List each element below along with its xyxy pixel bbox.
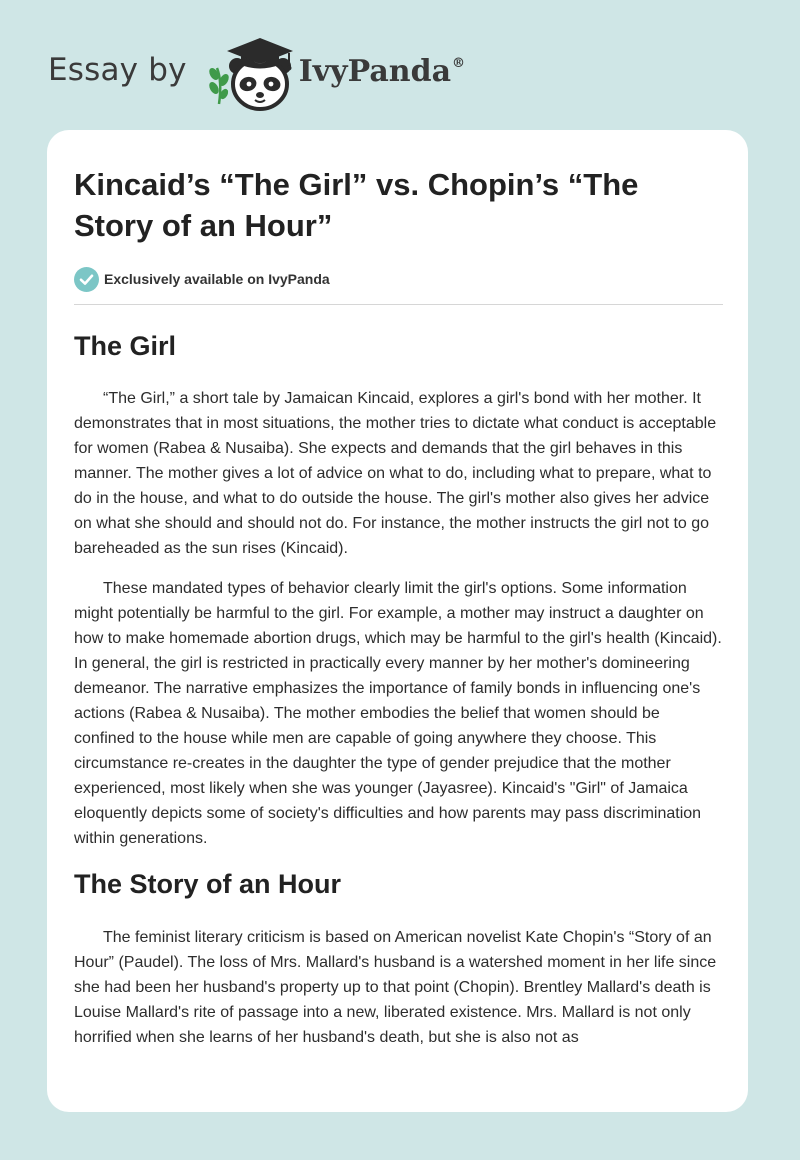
paragraph: “The Girl,” a short tale by Jamaican Kincaid, explores a girl's bond with her mother. It demonstrates that in most situations, the mother tries to dictate what conduct is acceptable for women (Rabea & Nusaiba). She expects and demands that the girl behaves in this manner. The mother gives a lot of advice on what to do, including what to prepare, what to do in the house, and what to do outside the house. The girl's mother also gives her advice on what she should and should not do. For instance, the mother instructs the girl not to go bareheaded as the sun rises (Kincaid).: [74, 390, 717, 557]
essay-by-label: Essay by: [48, 52, 187, 88]
exclusive-badge: [74, 266, 721, 292]
paragraph: The feminist literary criticism is based on American novelist Kate Chopin's “Story of an Hour” (Paudel). The loss of Mrs. Mallard's husband is a watershed moment in her life since she had been her husband's property up to that point (Chopin). Brentley Mallard's death is Louise Mallard's rite of passage into a new, liberated existence. Mrs. Mallard is not only horrified when she learns of her husband's death, but she is also not as: [74, 929, 717, 1046]
essay-card: [47, 130, 748, 1112]
title-divider: [74, 304, 723, 305]
check-circle-icon: [74, 267, 99, 292]
registered-mark: ®: [452, 55, 466, 71]
paragraph: These mandated types of behavior clearly limit the girl's options. Some information might potentially be harmful to the girl. For example, a mother may instruct a daughter on how to make homemade abortion drugs, which may be harmful to the girl's health (Kincaid). In general, the girl is restricted in practically every manner by her mother's domineering demeanor. The narrative emphasizes the importance of family bonds in influencing one's actions (Rabea & Nusaiba). The mother embodies the belief that women should be confined to the house while men are capable of going anywhere they choose. This circumstance re-creates in the daughter the type of gender prejudice that the mother experienced, most likely when she was younger (Jayasree). Kincaid's "Girl" of Jamaica eloquently depicts some of society's difficulties and how parents may pass discrimination within generations.: [74, 580, 722, 847]
section-heading-story-of-an-hour: The Story of an Hour: [74, 869, 342, 899]
exclusive-badge-label: Exclusively available on IvyPanda: [104, 271, 330, 287]
brand-name[interactable]: [299, 54, 465, 89]
panda-logo-icon[interactable]: [205, 34, 297, 114]
site-header: [48, 34, 465, 114]
essay-title: Kincaid’s “The Girl” vs. Chopin’s “The Story of an Hour”: [74, 167, 639, 243]
section-heading-the-girl: The Girl: [74, 331, 177, 361]
brand-name-text: IvyPanda: [298, 53, 452, 89]
